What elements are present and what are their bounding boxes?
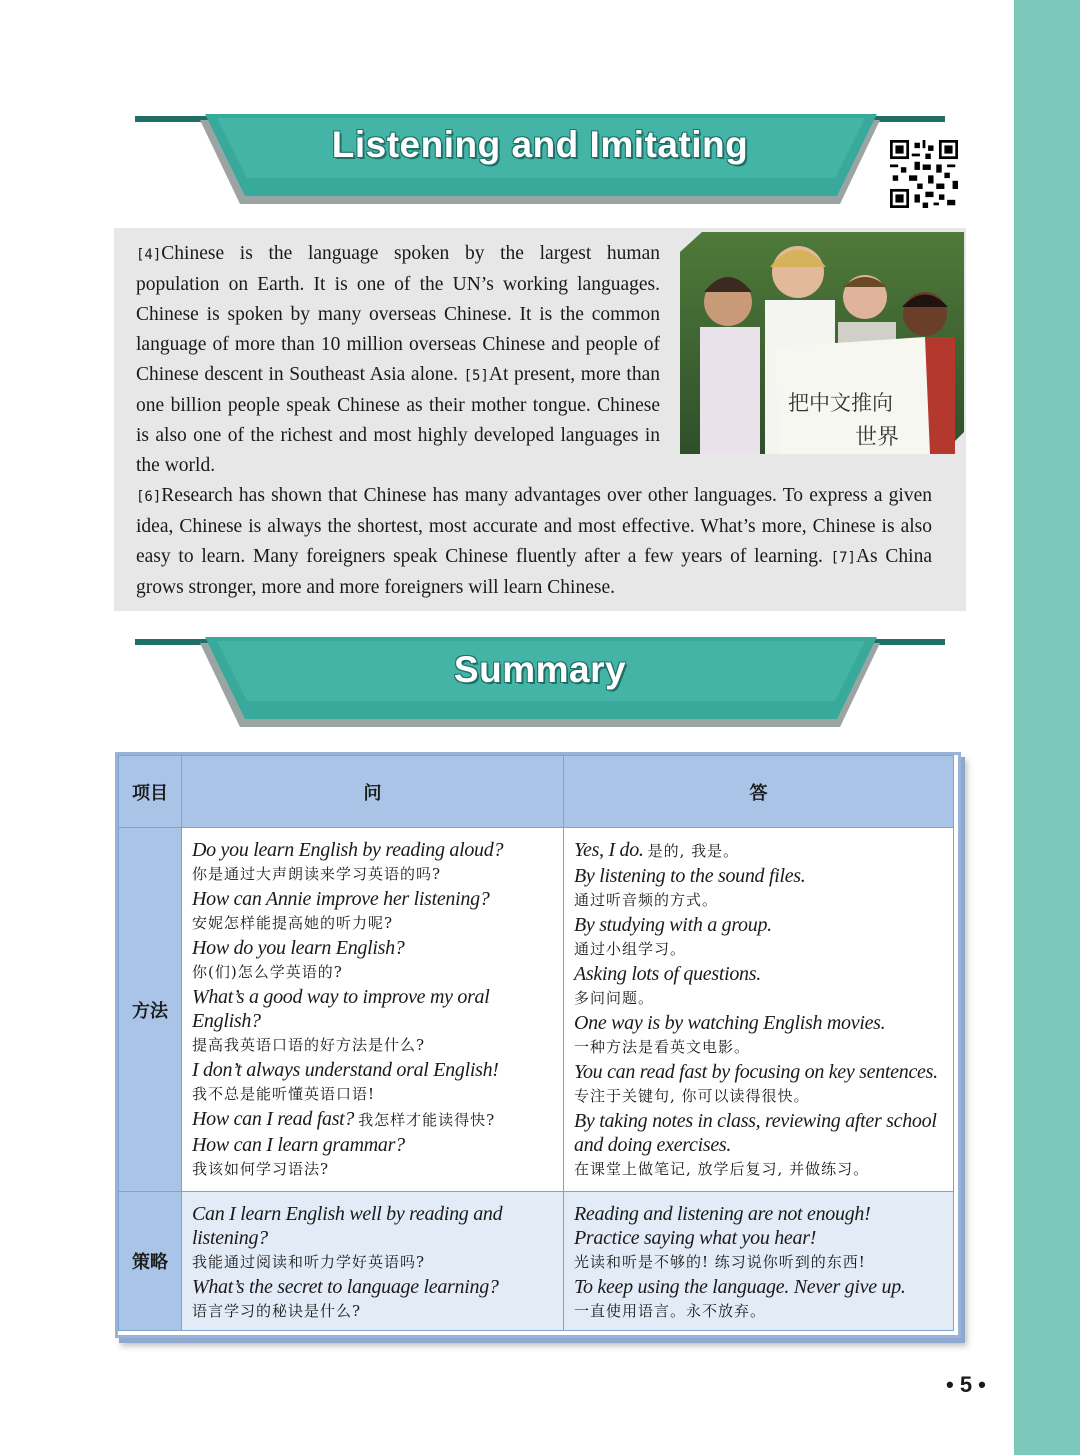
question-en: Can I learn English well by reading and listening? [192, 1203, 503, 1249]
question-en: How can Annie improve her listening? [192, 888, 490, 910]
answer-cell [564, 828, 954, 1192]
table-row [119, 1192, 954, 1331]
answer-en: Yes, I do. [574, 839, 644, 861]
question-zh: 你(们)怎么学英语的? [192, 963, 343, 981]
answer-zh: 光读和听是不够的! 练习说你听到的东西! [574, 1253, 866, 1271]
question-zh: 我不总是能听懂英语口语! [192, 1085, 376, 1103]
header-item: 项目 [119, 756, 182, 828]
question-zh: 提高我英语口语的好方法是什么? [192, 1036, 426, 1054]
answer-en: Reading and listening are not enough! [574, 1203, 871, 1225]
question-cell [182, 1192, 564, 1331]
category-label: 策略 [119, 1192, 182, 1331]
sentence-number: [5] [463, 368, 489, 384]
header-answer: 答 [564, 756, 954, 828]
question-en: Do you learn English by reading aloud? [192, 839, 504, 861]
answer-en: By studying with a group. [574, 914, 772, 936]
question-en: How can I learn grammar? [192, 1134, 405, 1156]
section-banner-summary [135, 635, 945, 735]
question-zh: 安妮怎样能提高她的听力呢? [192, 914, 394, 932]
section-title: Listening and Imitating [331, 124, 749, 165]
answer-en: One way is by watching English movies. [574, 1012, 886, 1034]
sign-text: 世界 [855, 425, 900, 450]
page-number: • 5 • [946, 1372, 986, 1397]
reading-passage [136, 239, 932, 603]
table-row [119, 828, 954, 1192]
question-en: How can I read fast? [192, 1108, 355, 1130]
answer-zh: 在课堂上做笔记, 放学后复习, 并做练习。 [574, 1160, 870, 1178]
question-en: What’s a good way to improve my oral English? [192, 986, 490, 1032]
sentence-5: At present, more than one billion people speak Chinese as their mother tongue. Chinese is also one of the richest and most highly developed languages in the world. [136, 364, 661, 476]
question-en: What’s the secret to language learning? [192, 1276, 499, 1298]
answer-zh: 一直使用语言。永不放弃。 [574, 1302, 767, 1320]
answer-zh: 通过小组学习。 [574, 940, 687, 958]
answer-en: Asking lots of questions. [574, 963, 761, 985]
answer-zh: 通过听音频的方式。 [574, 891, 719, 909]
answer-en: You can read fast by focusing on key sentences. [574, 1061, 938, 1083]
sentence-number: [7] [830, 550, 856, 566]
answer-en: By listening to the sound files. [574, 865, 806, 887]
sentence-number: [4] [136, 247, 162, 263]
sentence-6: Research has shown that Chinese has many advantages over other languages. To express a given idea, Chinese is always the shortest, most accurate and most effective. What’s more, Chinese is also easy to learn. Many foreigners speak Chinese fluently after a few years of learning. [136, 485, 932, 567]
answer-en: To keep using the language. Never give up. [574, 1276, 906, 1298]
category-label: 方法 [119, 828, 182, 1192]
question-zh: 我能通过阅读和听力学好英语吗? [192, 1253, 426, 1271]
question-en: How do you learn English? [192, 937, 405, 959]
answer-zh: 一种方法是看英文电影。 [574, 1038, 751, 1056]
sentence-4: Chinese is the language spoken by the largest human population on Earth. It is one of the UN’s working languages. Chinese is spoken by many overseas Chinese. It is the common language of more than 10 million overseas Chinese and people of Chinese descent in Southeast Asia alone. [136, 243, 660, 385]
section-title: Summary [453, 649, 627, 690]
answer-en: Practice saying what you hear! [574, 1227, 817, 1249]
qr-code-icon [890, 140, 958, 208]
question-zh: 你是通过大声朗读来学习英语的吗? [192, 865, 442, 883]
summary-table [118, 755, 954, 1331]
answer-zh: 专注于关键句, 你可以读得很快。 [574, 1087, 810, 1105]
answer-en: By taking notes in class, reviewing after school and doing exercises. [574, 1110, 937, 1156]
sentence-7: As China grows stronger, more and more foreigners will learn Chinese. [136, 546, 932, 598]
question-zh: 我该如何学习语法? [192, 1160, 330, 1178]
side-strip [1014, 0, 1080, 1455]
answer-cell [564, 1192, 954, 1331]
question-zh: 我怎样才能读得快? [358, 1111, 496, 1129]
sign-text: 把中文推向 [788, 391, 893, 415]
question-zh: 语言学习的秘诀是什么? [192, 1302, 362, 1320]
section-banner-listening [135, 112, 945, 212]
answer-zh: 多问问题。 [574, 989, 655, 1007]
header-question: 问 [182, 756, 564, 828]
answer-zh: 是的, 我是。 [647, 842, 740, 860]
question-en: I don’t always understand oral English! [192, 1059, 499, 1081]
question-cell [182, 828, 564, 1192]
sentence-number: [6] [136, 489, 162, 505]
